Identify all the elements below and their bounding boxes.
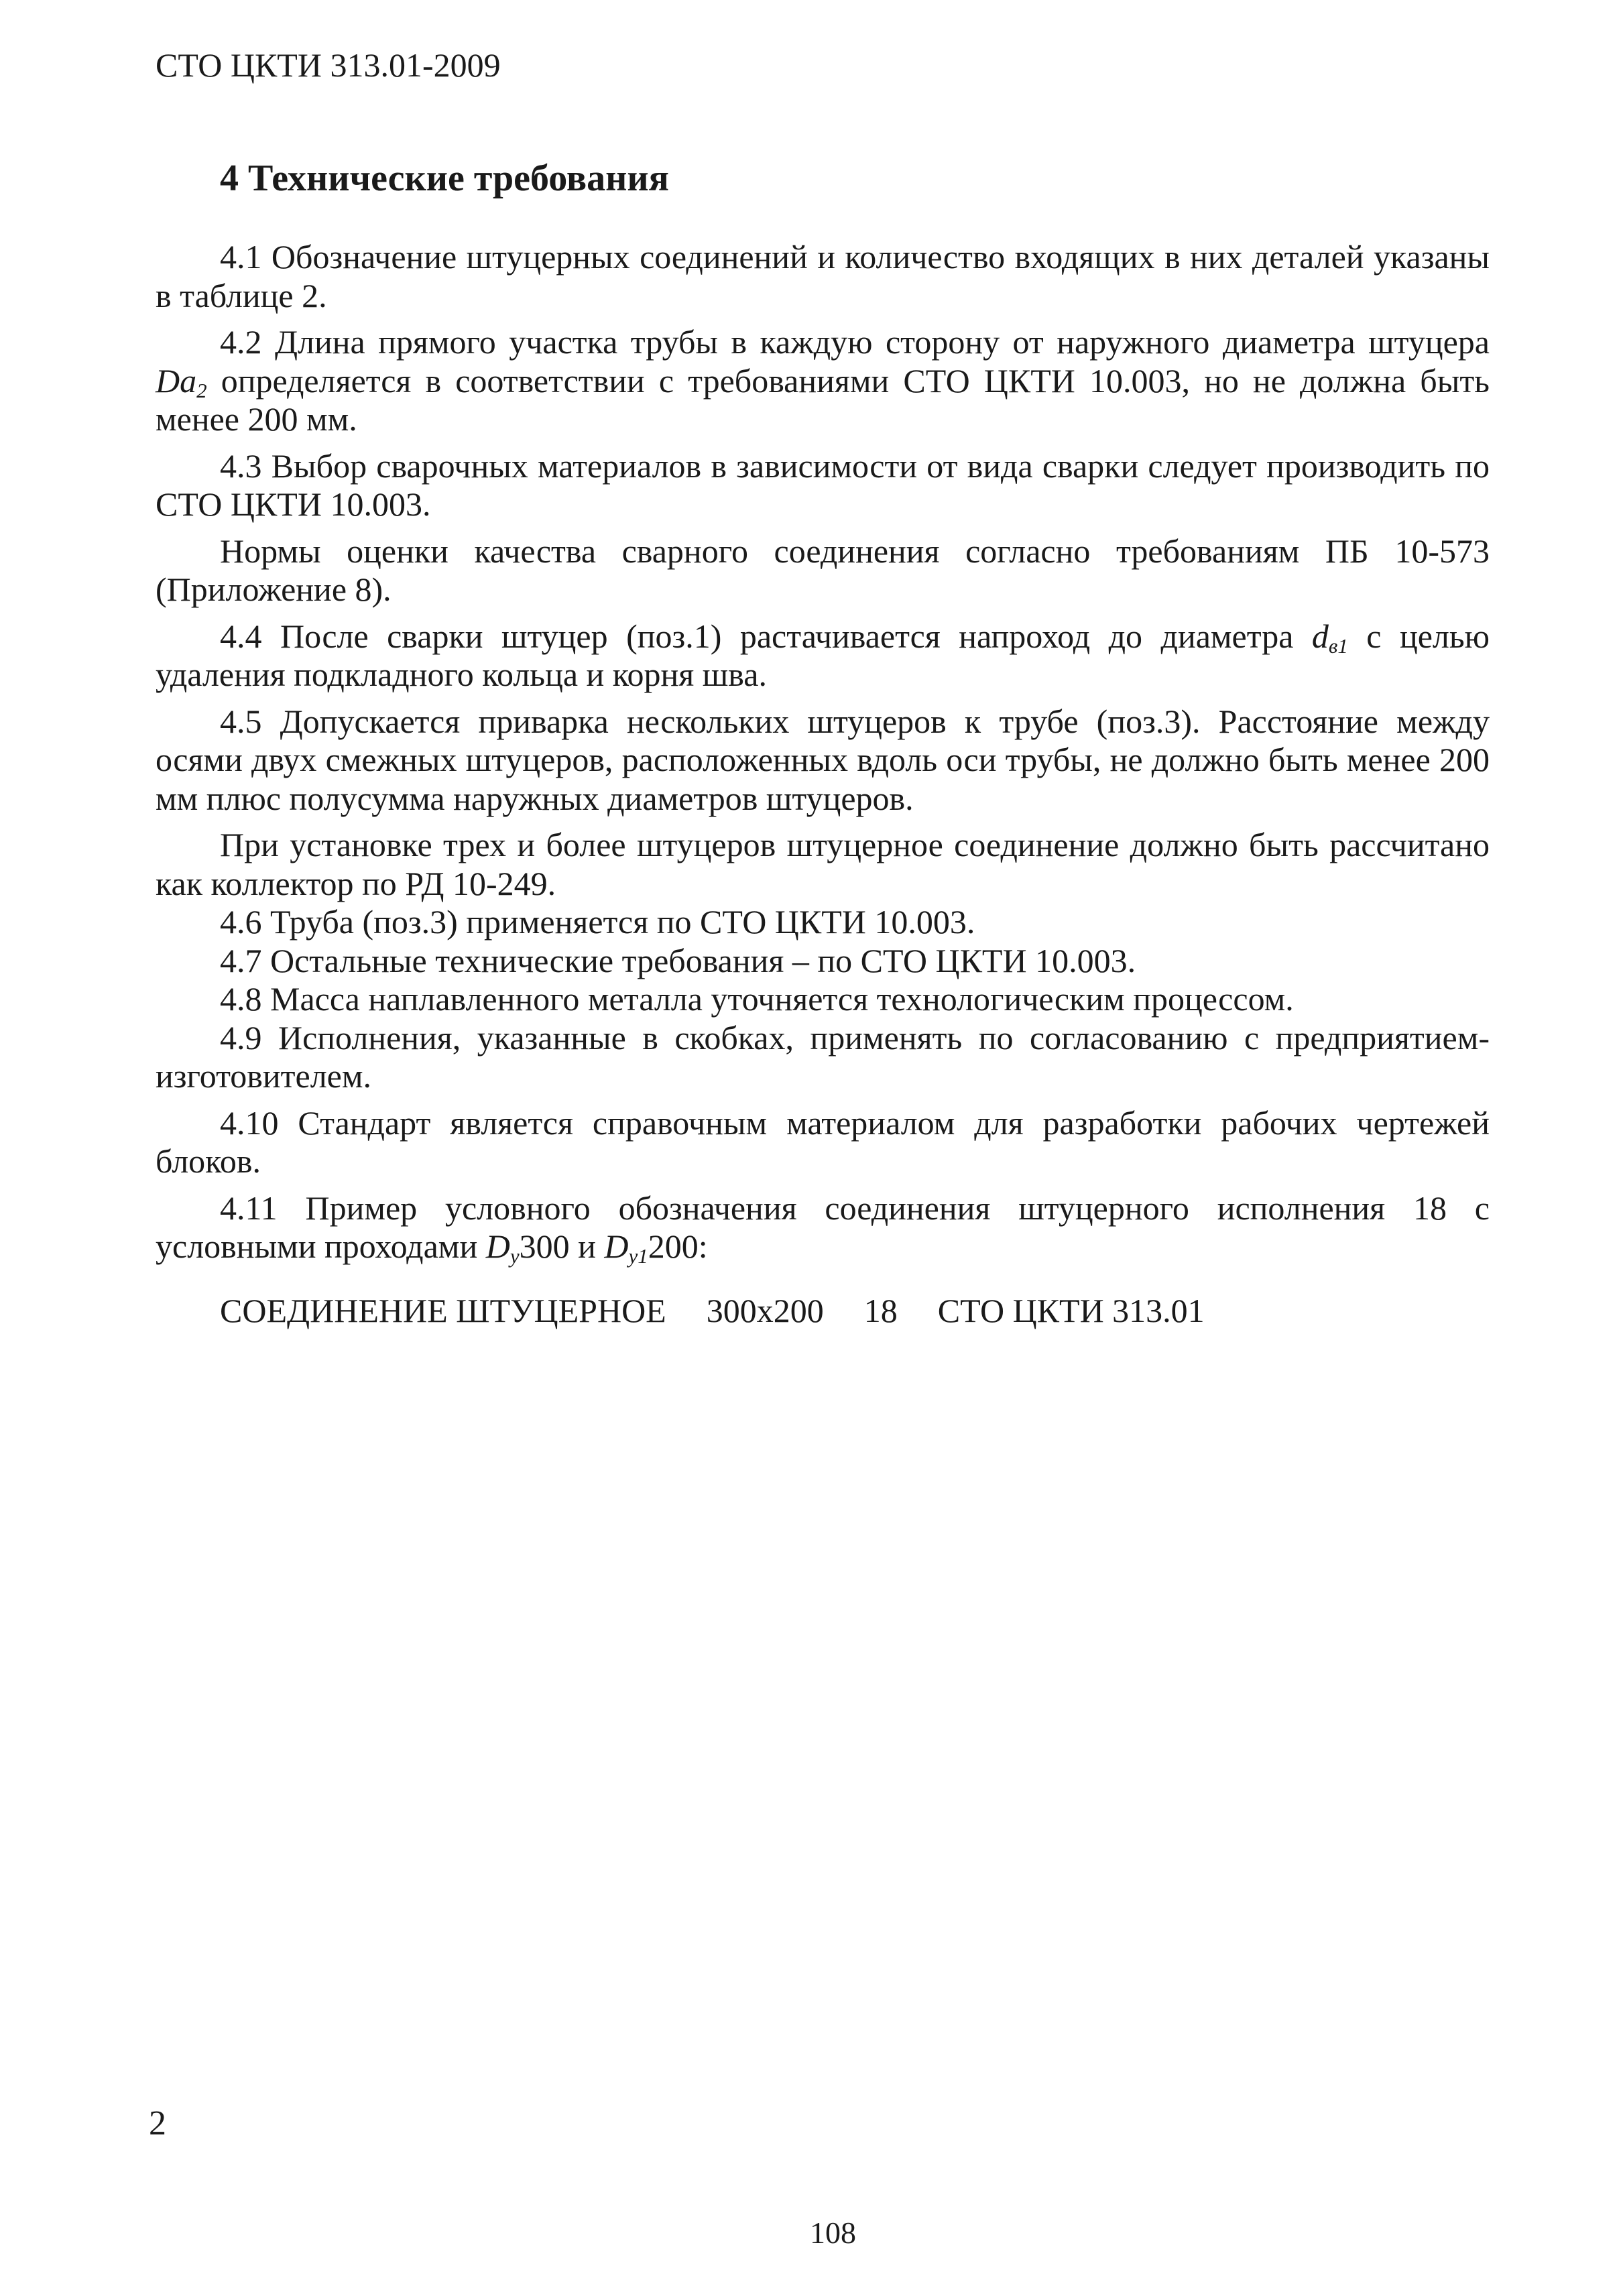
paragraph-4-3: 4.3 Выбор сварочных материалов в зависимости от вида сварки следует производить по СТО ЦКТИ 10.003. bbox=[156, 446, 1490, 523]
designation-example bbox=[156, 1292, 1490, 1331]
symbol-dv1: $d_{в1}$ bbox=[1311, 617, 1348, 658]
page-number: 108 bbox=[810, 2216, 856, 2250]
paragraph-4-10: 4.10 Стандарт является справочным материалом для разработки рабочих чертежей блоков. bbox=[156, 1103, 1490, 1180]
paragraph-4-2-text-a: 4.2 Длина прямого участка трубы в каждую сторону от наружного диаметра штуцера bbox=[220, 323, 1490, 361]
paragraph-weld-quality-norms: Нормы оценки качества сварного соединения согласно требованиям ПБ 10-573 (Приложение 8). bbox=[156, 532, 1490, 608]
paragraph-4-4-text-b: с целью удаления подкладного кольца и корня шва. bbox=[156, 617, 1490, 693]
side-page-number: 2 bbox=[149, 2104, 166, 2142]
designation-name: СОЕДИНЕНИЕ ШТУЦЕРНОЕ bbox=[220, 1291, 666, 1329]
paragraph-4-7: 4.7 Остальные технические требования – по СТО ЦКТИ 10.003. bbox=[220, 941, 1136, 979]
paragraph-three-or-more-fittings: При установке трех и более штуцеров штуцерное соединение должно быть рассчитано как коллектор по РД 10-249. bbox=[156, 826, 1490, 902]
paragraph-4-2 bbox=[156, 323, 1490, 439]
paragraph-4-8: 4.8 Масса наплавленного металла уточняется технологическим процессом. bbox=[220, 980, 1294, 1018]
designation-standard: СТО ЦКТИ 313.01 bbox=[937, 1291, 1205, 1329]
symbol-dy1: $D_{y1}$ bbox=[604, 1227, 648, 1268]
paragraph-4-11: 4.11 Пример условного обозначения соединения штуцерного исполнения 18 с условными проходами $D_y300$ и $D_{y1}200$: bbox=[156, 1189, 1490, 1268]
designation-version: 18 bbox=[863, 1291, 898, 1329]
designation-size: 300х200 bbox=[706, 1291, 824, 1329]
paragraph-4-5: 4.5 Допускается приварка нескольких штуцеров к трубе (поз.3). Расстояние между осями двух смежных штуцеров, расположенных вдоль оси трубы, не должно быть менее 200 мм плюс полусумма наружных диаметров штуцеров. bbox=[156, 702, 1490, 817]
paragraph-4-6: 4.6 Труба (поз.3) применяется по СТО ЦКТИ 10.003. bbox=[220, 903, 975, 941]
symbol-da2: $Da_2$ bbox=[156, 361, 207, 402]
paragraph-4-1: 4.1 Обозначение штуцерных соединений и количество входящих в них деталей указаны в таблице 2. bbox=[156, 238, 1490, 314]
technical-requirements-text bbox=[156, 238, 1490, 1330]
paragraph-4-4 bbox=[156, 617, 1490, 694]
paragraph-4-9: 4.9 Исполнения, указанные в скобках, применять по согласованию с предприятием-изготовителем. bbox=[156, 1018, 1490, 1095]
paragraph-4-4-text-a: 4.4 После сварки штуцер (поз.1) растачивается напроход до диаметра bbox=[220, 617, 1312, 655]
document-code: СТО ЦКТИ 313.01-2009 bbox=[156, 46, 501, 84]
symbol-dy: $D_y$ bbox=[485, 1227, 520, 1268]
section-title: 4 Технические требования bbox=[220, 158, 669, 199]
paragraph-4-2-text-b: определяется в соответствии с требованиями СТО ЦКТИ 10.003, но не должна быть менее 200 мм. bbox=[156, 361, 1490, 438]
paragraph-4-11-text: 4.11 Пример условного обозначения соединения штуцерного исполнения 18 с условными проходами bbox=[156, 1189, 1490, 1265]
